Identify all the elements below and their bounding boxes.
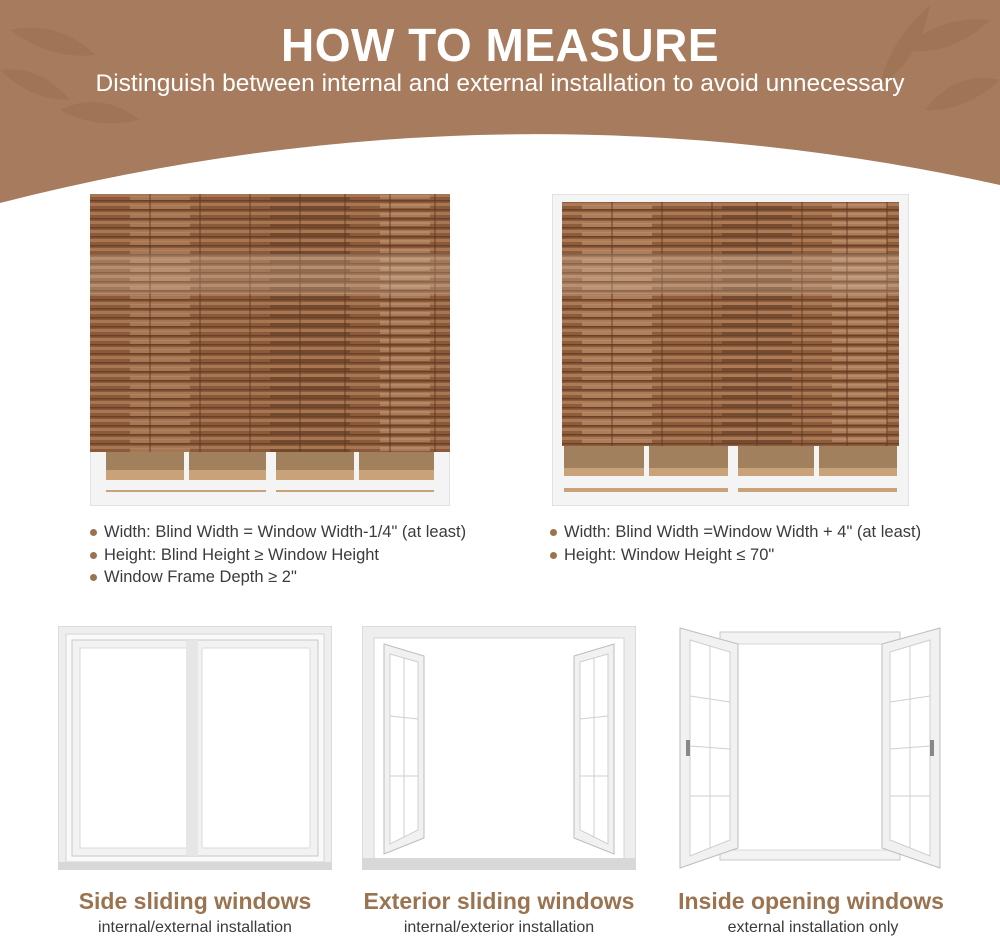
window-type-title: Side sliding windows	[78, 888, 312, 914]
bullet-dot-icon	[90, 552, 97, 559]
window-type-subtitle: internal/external installation	[98, 919, 292, 936]
spec-item: Window Frame Depth ≥ 2"	[90, 566, 466, 589]
window-type-subtitle: external installation only	[727, 919, 899, 936]
page-title: HOW TO MEASURE	[280, 19, 720, 71]
spec-item: Width: Blind Width = Window Width-1/4" (at least)	[90, 521, 466, 544]
page-subtitle: Distinguish between internal and external installation to avoid unnecessary	[95, 70, 905, 97]
bullet-dot-icon	[90, 529, 97, 536]
internal-mount-specs	[90, 521, 466, 589]
inside-opening-window-illustration	[676, 624, 944, 872]
bullet-dot-icon	[550, 552, 557, 559]
window-type-title: Exterior sliding windows	[363, 888, 635, 914]
exterior-sliding-window-illustration	[362, 626, 636, 870]
spec-item: Width: Blind Width =Window Width + 4" (at least)	[550, 521, 921, 544]
external-mount-illustration	[552, 194, 909, 506]
window-handle-icon	[686, 740, 690, 756]
window-handle-icon	[930, 740, 934, 756]
side-sliding-window-illustration	[58, 626, 332, 870]
bullet-dot-icon	[90, 574, 97, 581]
external-mount-specs	[550, 521, 921, 566]
bullet-dot-icon	[550, 529, 557, 536]
internal-mount-illustration	[90, 194, 450, 506]
spec-item: Height: Window Height ≤ 70"	[550, 544, 921, 567]
window-type-title: Inside opening windows	[678, 888, 944, 914]
window-type-subtitle: internal/exterior installation	[403, 919, 595, 936]
spec-item: Height: Blind Height ≥ Window Height	[90, 544, 466, 567]
